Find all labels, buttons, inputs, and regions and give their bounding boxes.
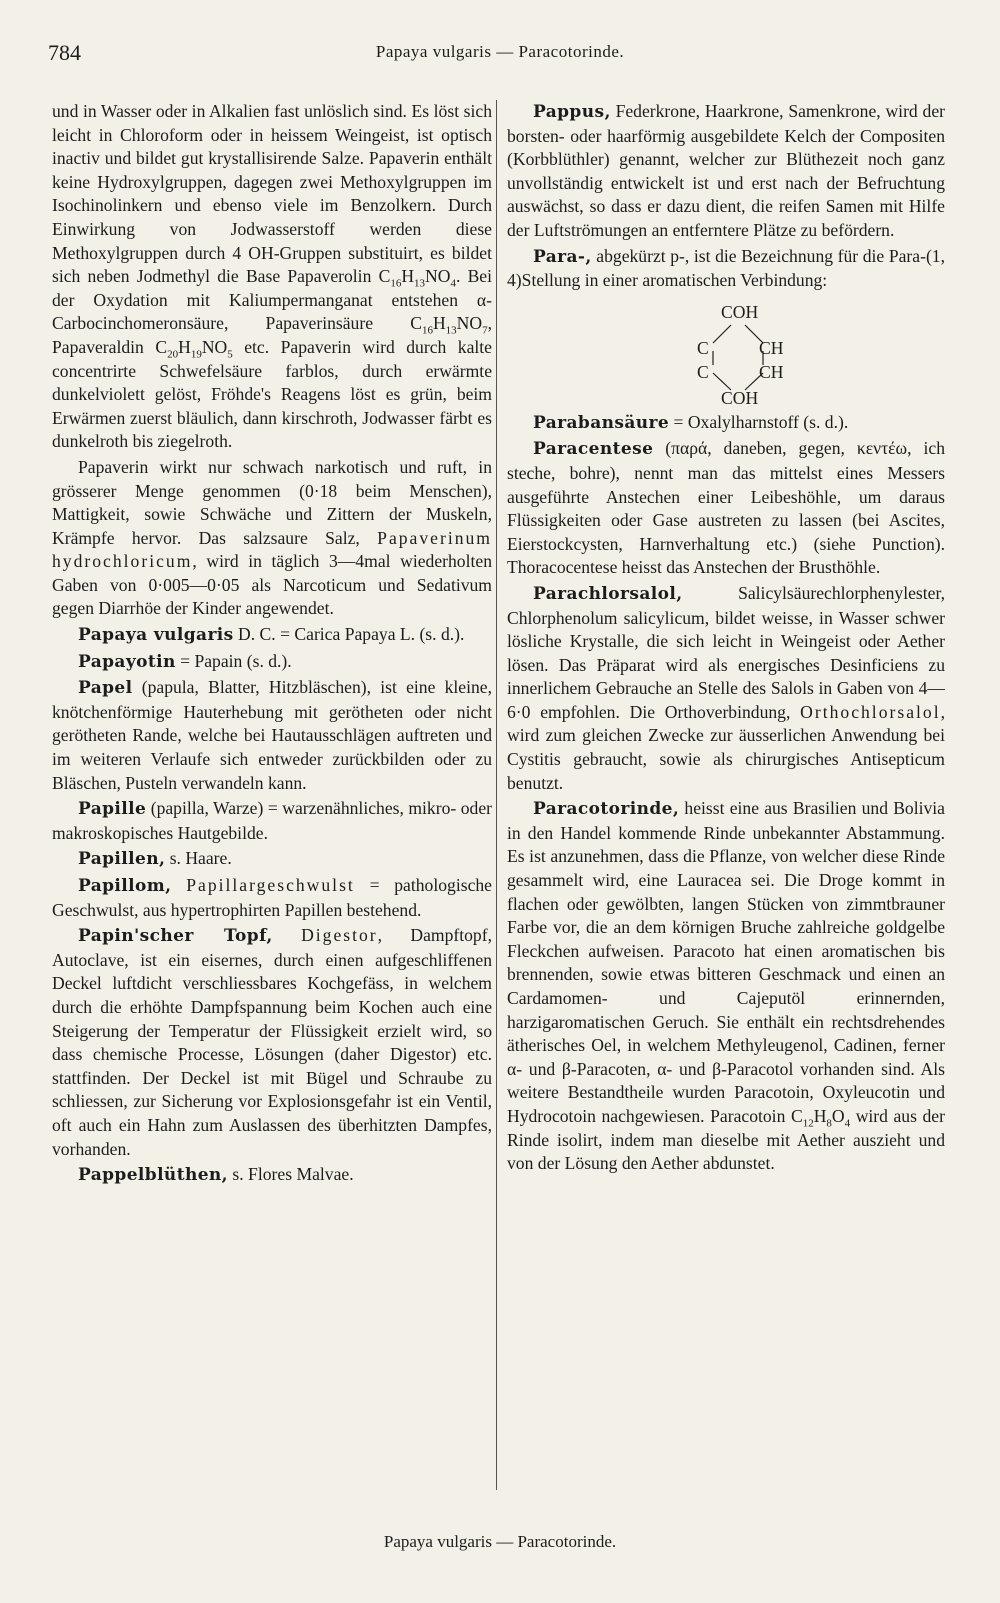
entry-paracentese: Paracentese (παρά, daneben, gegen, κεντέω, ich steche, bohre), nennt man das mittelst eines Messers ausgeführte Anstechen einer Leibeshöhle, um daraus Flüssigkeiten oder Gase austreten zu lassen (bei Ascites, Eierstockcysten, Harnverhaltung etc.) (siehe Punction). Thoracocentese heisst das Anstechen der Brusthöhle. [507, 438, 945, 578]
headword: Papille [78, 799, 147, 820]
headword: Papillen, [78, 849, 166, 870]
papaverin-pharmacology: Papaverin wirkt nur schwach narkotisch und ruft, in grösserer Menge genommen (0·18 beim Menschen), Mattigkeit, sowie Schwäche und Zittern der Muskeln, Krämpfe hervor. Das salzsaure Salz, Papaverinum hydrochloricum, wird in täglich 3—4mal wiederholten Gaben von 0·005—0·05 als Narcoticum und Sedativum gegen Diarrhöe der Kinder angewendet. [52, 456, 492, 619]
headword: Paracentese [533, 439, 654, 460]
headword: Papel [78, 678, 133, 699]
entry-papillom: Papillom, Papillargeschwulst = pathologische Geschwulst, aus hypertrophirten Papillen bestehend. [52, 875, 492, 920]
running-title: Papaya vulgaris — Paracotorinde. [375, 42, 625, 61]
formula-paracotoin: $C_{12}H_8O_4$ [790, 1105, 851, 1130]
entry-parabansaeure: Parabansäure = Oxalylharnstoff (s. d.). [533, 411, 849, 433]
entry-pappus: Pappus, Federkrone, Haarkrone, Samenkrone, wird der borsten- oder haarförmig ausgebildete Kelch der Compositen (Korbblüthler) genannt, welcher zur Blüthezeit noch ganz unvollständig entwickelt ist und erst nach der Befruchtung auswächst, so dass er dazu dient, die reifen Samen mit Hilfe der Luftströmungen an entferntere Plätze zu befördern. [507, 101, 945, 240]
headword: Papayotin [78, 651, 176, 672]
para-structure-diagram [647, 295, 847, 407]
right-column [507, 100, 945, 1178]
formula-papaverinsaeure: $C_{16}H_{13}NO_7$ [410, 313, 488, 337]
entry-papayotin: Papayotin = Papain (s. d.). [78, 650, 292, 672]
entry-para: Para-, abgekürzt p-, ist die Bezeichnung für die Para-(1, 4)Stellung in einer aromatischen Verbindung: [507, 245, 945, 291]
page-header [48, 40, 952, 70]
struct-label-left-upper: C [697, 337, 709, 358]
entry-papel: Papel (papula, Blatter, Hitzbläschen), ist eine kleine, knötchenförmige Hauterhebung mit gerötheten oder nicht gerötheten Rande, welche bei Hautausschlägen auftreten und im weiteren Verlaufe sich entweder zurückbilden oder zu Bläschen, Pusteln verwandeln kann. [52, 677, 492, 793]
left-column [52, 100, 492, 1190]
entry-pappelbluethen: Pappelblüthen, s. Flores Malvae. [78, 1164, 354, 1186]
entry-parachlorsalol: Parachlorsalol, Salicylsäurechlorphenylester, Chlorphenolum salicylicum, bildet weisse, in Wasser schwer lösliche Krystalle, die sich leicht in Weingeist oder Aether lösen. Das Präparat wird als energisches Desinficiens zu innerlichem Gebrauche an Stelle des Salols in Gaben von 4—6·0 empfohlen. Die Orthoverbindung, Orthochlorsalol, wird zum gleichen Zwecke zur äusserlichen Anwendung bei Cystitis gebraucht, sowie als chirurgisches Antisepticum benutzt. [507, 582, 945, 793]
headword: Pappelblüthen, [78, 1165, 229, 1186]
entry-papille: Papille (papilla, Warze) = warzenähnliches, mikro- oder makroskopisches Hautgebilde. [52, 798, 492, 843]
formula-papaveraldin: $C_{20}H_{19}NO_5$ [155, 336, 233, 361]
headword: Papillom, [78, 876, 172, 896]
entry-paracotorinde: Paracotorinde, heisst eine aus Brasilien und Bolivia in den Handel kommende Rinde unbekannter Abstammung. Es ist anzunehmen, dass die Pflanze, von welcher diese Rinde gesammelt wird, eine Lauracea sei. Die Droge kommt in flachen oder gewölbten, langen Stücken von zimmtbrauner Farbe vor, die an dem körnigen Bruche zahlreiche goldgelbe Fleckchen aufweisen. Paracoto hat einen aromatischen bis brennenden, sowie etwas bitteren Geschmack und einen an Cardamomen- und Cajeputöl erinnernden, harzigaromatischen Geruch. Sie enthält ein rechtsdrehendes ätherisches Oel, in welchem Methyleugenol, Cadinen, ferner α- und β-Paracoten, α- und β-Paracotol vorhanden sind. Als weitere Bestandtheile wurden Paracotoin, Oxyleucotin und Hydrocotoin nachgewiesen. Paracotoin $C_{12}H_8O_4$ wird aus der Rinde isolirt, indem man dieselbe mit Aether auszieht und von der Lösung den Aether abdunstet. [507, 798, 945, 1174]
headword: Paracotorinde, [533, 799, 680, 820]
struct-label-bottom: COH [721, 387, 759, 408]
headword: Pappus, [533, 102, 611, 122]
headword: Para-, [533, 246, 592, 267]
headword: Parachlorsalol, [533, 583, 683, 604]
struct-label-right-lower: CH [759, 361, 784, 382]
page-number: 784 [48, 40, 81, 65]
entry-papillen: Papillen, s. Haare. [78, 848, 232, 870]
page-footer: Papaya vulgaris — Paracotorinde. [383, 1532, 617, 1551]
struct-label-right-upper: CH [759, 337, 784, 358]
entry-papinscher-topf: Papin'scher Topf, Digestor, Dampftopf, Autoclave, ist ein eisernes, durch einen aufgeschliffenen Deckel luftdicht verschliessbares Kochgefäss, in welchem durch die erhöhte Dampfspannung beim Kochen auch eine Steigerung der Temperatur der Flüssigkeit erzielt wird, so dass chemische Processe, Lösungen (daher Digestor) etc. stattfinden. Der Deckel ist mit Bügel und Schraube zu schliessen, zur Sicherung vor Explosionsgefahr ist ein Ventil, oft auch ein Hahn zum Auslassen des überhitzten Dampfes, vorhanden. [52, 925, 492, 1159]
struct-label-left-lower: C [697, 361, 709, 382]
entry-papaya-vulgaris: Papaya vulgaris D. C. = Carica Papaya L. (s. d.). [78, 624, 465, 646]
headword: Parabansäure [533, 412, 670, 433]
headword: Papin'scher Topf, [78, 926, 273, 947]
struct-label-top: COH [721, 301, 759, 322]
entry-papaverin-continued: und in Wasser oder in Alkalien fast unlöslich sind. Es löst sich leicht in Chloroform oder in heissem Weingeist, ist optisch inactiv und bildet gut krystallisirende Salze. Papaverin enthält keine Hydroxylgruppen, dagegen zwei Methoxylgruppen im Isochinolinkern und ebenso viele im Benzolkern. Durch Einwirkung von Jodwasserstoff werden diese Methoxylgruppen durch 4 OH-Gruppen substituirt, es bildet sich neben Jodmethyl die Base Papaverolin $C_{16}H_{13}NO_4$. Bei der Oxydation mit Kaliumpermanganat entstehen α-Carbocinchomeronsäure, Papaverinsäure $C_{16}H_{13}NO_7$, Papaveraldin $C_{20}H_{19}NO_5$ etc. Papaverin wird durch kalte concentrirte Schwefelsäure farblos, durch erwärmte dunkelviolett gelöst, Fröhde's Reagens löst es grün, beim Erwärmen zuerst bläulich, dann kirschroth, Jodwasser färbt es dunkelroth bis ziegelroth. [52, 101, 492, 452]
formula-papaverolin: $C_{16}H_{13}NO_4$ [378, 266, 456, 290]
headword: Papaya vulgaris [78, 625, 234, 646]
column-divider [496, 100, 497, 1490]
